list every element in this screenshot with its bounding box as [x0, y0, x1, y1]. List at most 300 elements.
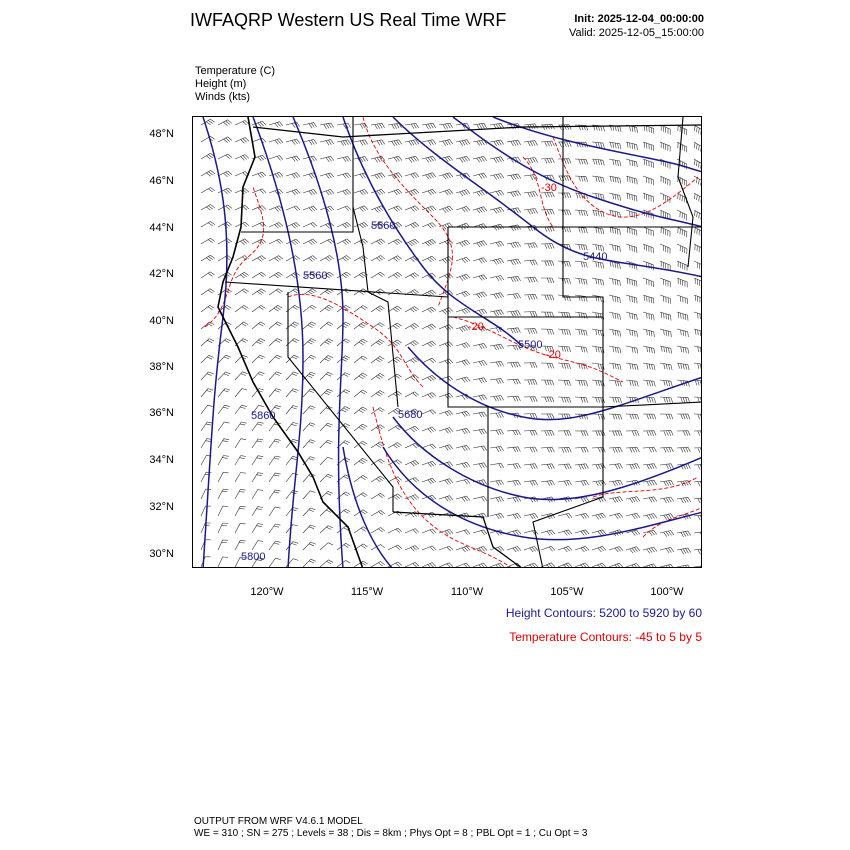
wind-barb [609, 513, 623, 519]
wind-barb [541, 546, 555, 551]
wind-barb [201, 305, 214, 312]
wind-barb [252, 490, 263, 499]
wind-barb [269, 239, 283, 244]
wind-barb [626, 329, 638, 337]
wind-barb [371, 340, 385, 347]
wind-barb [677, 531, 691, 537]
lat-label: 48°N [149, 128, 174, 140]
wind-barb [694, 125, 702, 136]
wind-barb [303, 289, 317, 295]
wind-barb [643, 346, 655, 354]
wind-barb [303, 440, 315, 448]
height-contours [203, 117, 702, 568]
wind-barb [507, 191, 521, 197]
wind-barb [575, 312, 587, 319]
wind-barb [694, 566, 702, 568]
wind-barb [507, 547, 521, 553]
height-label: 5560 [371, 220, 396, 232]
wind-barb [252, 422, 264, 431]
wind-barb [354, 475, 367, 482]
wind-barb [371, 493, 385, 499]
wind-barb [694, 159, 702, 170]
wind-barb [405, 562, 419, 567]
wind-barb [660, 244, 670, 254]
wind-barb [422, 375, 436, 381]
wind-barb [507, 242, 521, 248]
wind-barb [422, 358, 436, 363]
wind-barb [507, 311, 521, 317]
wind-barb [490, 446, 504, 451]
wind-barb [609, 346, 621, 353]
wind-barb [660, 547, 674, 553]
wind-barb [235, 272, 249, 278]
wind-barb [388, 443, 402, 449]
wind-barb [320, 322, 333, 329]
wind-barb [626, 312, 637, 320]
wind-barb [303, 256, 317, 262]
wind-barb [507, 225, 521, 231]
wind-barb [643, 278, 654, 287]
wind-barb [490, 207, 504, 213]
wind-barb [660, 346, 672, 354]
wind-barb [218, 472, 229, 482]
lon-label: 115°W [350, 586, 384, 598]
wind-barb [575, 244, 587, 250]
wind-barb [422, 341, 436, 347]
wind-barb [303, 355, 316, 363]
wind-barb [337, 189, 351, 195]
wind-barb [643, 193, 653, 202]
wind-barb [405, 392, 419, 397]
wind-barb [643, 244, 653, 253]
wind-barb [456, 462, 470, 468]
wind-barb [320, 474, 333, 482]
wind-barb [235, 322, 248, 329]
wind-barb [218, 120, 232, 126]
wind-barb [320, 123, 334, 129]
wind-barb [507, 379, 520, 384]
wind-barb [388, 477, 402, 482]
wind-barb [456, 411, 470, 416]
wind-barb [524, 430, 537, 435]
wind-barb [337, 356, 350, 363]
wind-barb [439, 479, 453, 485]
wind-barb [201, 255, 215, 261]
wind-barb [320, 239, 334, 244]
wind-barb [626, 295, 637, 303]
wind-barb [201, 136, 215, 142]
wind-barb [456, 445, 470, 451]
wind-barb [286, 406, 298, 415]
wind-barb [643, 431, 656, 436]
wind-barb [609, 414, 622, 419]
wind-barb [405, 307, 419, 313]
wind-barb [218, 137, 232, 143]
wind-barb [337, 123, 351, 129]
wind-barb [694, 431, 702, 436]
wind-barb [337, 206, 351, 211]
wind-barb [609, 227, 620, 235]
wind-barb [354, 527, 368, 533]
wind-barb [643, 176, 654, 185]
wind-barb [286, 422, 298, 431]
wind-barb [592, 497, 606, 503]
wind-barb [218, 171, 232, 177]
wind-barb [660, 514, 674, 520]
wind-barb [490, 276, 504, 282]
wind-barb [405, 206, 419, 212]
wind-barb [388, 256, 402, 262]
wind-barb [422, 461, 436, 467]
wind-barb [524, 260, 537, 265]
height-label: 5560 [303, 270, 328, 282]
wind-barb [269, 339, 282, 347]
wind-barb [218, 372, 230, 380]
wind-barb [643, 447, 656, 452]
wind-barb [490, 463, 504, 468]
wind-barb [643, 414, 656, 419]
wind-barb [524, 294, 537, 299]
wind-barb [626, 278, 637, 287]
wind-barb [643, 159, 654, 168]
wind-barb [354, 493, 367, 499]
wind-barb [235, 305, 248, 312]
wind-barb [439, 546, 453, 551]
wind-barb [524, 464, 538, 469]
wind-barb [235, 155, 249, 161]
wind-barb [269, 507, 281, 516]
wind-barb [575, 295, 587, 302]
wind-barb [422, 307, 436, 313]
wind-barb [694, 498, 702, 504]
wind-barb [558, 431, 571, 436]
wind-barb [694, 481, 702, 487]
wind-barb [405, 323, 419, 329]
wind-barb [558, 278, 571, 284]
wind-barb [269, 206, 283, 212]
wind-barb [626, 159, 637, 167]
wind-barb [201, 205, 215, 211]
wind-barb [235, 289, 249, 295]
wind-barb [558, 513, 572, 518]
wind-barb [269, 223, 283, 229]
wind-barb [269, 389, 281, 397]
wind-barb [626, 414, 639, 419]
wind-barb [235, 439, 246, 448]
wind-barb [694, 380, 702, 386]
wind-barb [677, 295, 688, 304]
wind-barb [354, 322, 367, 329]
wind-barb [609, 244, 620, 252]
wind-barb [609, 278, 620, 286]
wind-barb [252, 305, 265, 312]
wind-barb [320, 140, 334, 146]
wind-barb [252, 272, 266, 278]
wind-barb [439, 274, 453, 280]
wind-barb [694, 295, 702, 304]
wind-barb [422, 123, 436, 129]
wind-barb [643, 497, 657, 503]
wind-barb [405, 140, 419, 146]
wind-barb [609, 142, 621, 149]
wind-barb [439, 140, 453, 146]
height-label: 5440 [583, 251, 608, 263]
wind-barb [660, 480, 674, 486]
wind-barb [609, 329, 621, 337]
wind-barb [388, 306, 402, 312]
wind-barb [337, 272, 351, 278]
wind-barb [490, 157, 504, 163]
wind-barb [320, 423, 333, 431]
wind-barb [201, 272, 215, 278]
wind-barb [677, 210, 687, 220]
wind-barb [303, 406, 315, 414]
wind-barb [371, 562, 385, 568]
wind-barb [677, 497, 691, 503]
wind-barb [473, 258, 487, 264]
wind-barb [201, 355, 214, 363]
wind-barb [252, 507, 263, 516]
wind-barb [490, 480, 504, 485]
wind-barb [388, 156, 402, 162]
wind-barb [320, 457, 333, 465]
wind-barb [422, 478, 436, 484]
wind-barb [252, 372, 265, 380]
wind-barb [490, 293, 504, 299]
wind-barb [660, 176, 670, 186]
wind-barb [320, 543, 333, 550]
wind-barb [405, 123, 419, 128]
wind-barb [626, 244, 637, 253]
wind-barb [677, 397, 690, 403]
wind-barb [473, 361, 487, 367]
wind-barb [609, 431, 622, 436]
field-label-winds: Winds (kts) [195, 91, 250, 103]
wind-barb [524, 563, 538, 568]
lat-label: 32°N [149, 501, 174, 513]
wind-barb [320, 560, 333, 567]
wind-barb [643, 125, 654, 134]
wind-barb [218, 239, 232, 244]
wind-barb [269, 272, 283, 278]
wind-barb [252, 138, 266, 143]
wind-barb [439, 308, 453, 315]
wind-barb [405, 460, 419, 466]
wind-barb [541, 329, 554, 334]
wind-barb [371, 156, 385, 162]
wind-barb [456, 156, 470, 162]
wind-barb [694, 329, 702, 337]
wind-barb [490, 174, 504, 180]
wind-barb [660, 312, 671, 321]
wind-barb [677, 414, 690, 419]
wind-barb [490, 497, 504, 503]
wind-barb [575, 278, 587, 285]
wind-barb [592, 295, 604, 303]
wind-barb [201, 422, 213, 431]
wind-barb [303, 508, 315, 516]
wind-barb [609, 497, 623, 503]
wind-barb [592, 563, 606, 568]
wind-barb [422, 324, 436, 330]
wind-barb [473, 530, 487, 535]
wind-barb [456, 140, 470, 146]
wind-barb [337, 156, 351, 162]
wind-barb [694, 176, 702, 187]
wind-barb [609, 397, 622, 403]
wind-barb [609, 447, 622, 452]
wind-barb [541, 312, 554, 317]
wind-barb [592, 530, 606, 536]
wind-barb [371, 323, 384, 329]
wind-barb [473, 292, 487, 298]
wind-barb [320, 526, 333, 533]
wind-barb [269, 256, 283, 262]
wind-barb [490, 241, 504, 247]
wind-barb [201, 339, 214, 346]
wind-barb [660, 497, 674, 503]
wind-barb [388, 357, 402, 363]
wind-barb [507, 140, 521, 146]
wind-barb [541, 431, 554, 436]
wind-barb [201, 170, 215, 176]
wind-barb [201, 557, 211, 567]
wind-barb [558, 447, 571, 452]
wind-barb [626, 513, 640, 519]
wind-barb [252, 289, 266, 295]
wind-barb [422, 546, 436, 551]
wind-barb [473, 429, 487, 434]
wind-barb [371, 123, 385, 129]
wind-barb [660, 193, 670, 203]
wind-barb [354, 256, 368, 262]
wind-barb [286, 139, 300, 145]
wind-barb [575, 210, 588, 216]
wind-barb [456, 240, 470, 247]
wind-barb [405, 358, 419, 364]
wind-barb [371, 272, 385, 278]
wind-barb [541, 141, 554, 146]
wind-barb [456, 479, 470, 484]
lat-label: 34°N [149, 454, 174, 466]
wind-barb [218, 523, 228, 533]
lat-label: 38°N [149, 361, 174, 373]
wind-barb [524, 380, 537, 385]
wind-barb [303, 305, 316, 312]
wind-barb [541, 363, 554, 368]
wind-barb [677, 447, 690, 452]
wind-barb [490, 344, 504, 350]
wind-barb [269, 473, 281, 482]
wind-barb [235, 456, 246, 465]
wind-barb [677, 312, 688, 321]
wind-barb [575, 397, 588, 403]
lat-label: 36°N [149, 407, 174, 419]
political-borders [218, 117, 702, 568]
wind-barb [507, 447, 520, 452]
wind-barb [541, 414, 554, 419]
wind-barb [269, 490, 281, 499]
wind-barb [303, 339, 316, 346]
wind-barb [456, 377, 470, 383]
wind-barb [269, 289, 283, 295]
wind-barb [473, 123, 487, 129]
wind-barb [694, 346, 702, 354]
wind-barb [269, 122, 283, 128]
wind-barb [575, 546, 589, 552]
wind-barb [473, 275, 487, 281]
wind-barb [490, 310, 504, 316]
wind-barb [269, 541, 281, 550]
wind-barb [201, 119, 215, 125]
wind-barb [694, 363, 702, 370]
wind-barb [422, 223, 436, 229]
wind-barb [609, 380, 621, 387]
wind-barb [388, 528, 402, 533]
wind-barb [609, 547, 623, 553]
wind-barb [235, 489, 246, 499]
wind-barb [524, 192, 538, 198]
wind-barb [660, 142, 670, 152]
wind-barb [405, 273, 419, 279]
model-info: OUTPUT FROM WRF V4.6.1 MODEL [194, 816, 363, 827]
wind-barb [541, 447, 554, 452]
wind-barb [269, 558, 281, 567]
wind-barb [269, 189, 283, 195]
wind-barb [235, 422, 247, 431]
wind-barb [643, 142, 654, 151]
wind-barb [558, 563, 572, 568]
wind-barb [558, 295, 571, 301]
wind-barb [558, 125, 571, 130]
wind-barb [439, 393, 453, 399]
plot-title: IWFAQRP Western US Real Time WRF [190, 10, 507, 30]
wind-barb [439, 359, 453, 365]
wind-barb [643, 380, 655, 387]
wind-barb [456, 257, 470, 263]
wind-barb [473, 207, 487, 213]
wind-barb [660, 363, 672, 370]
wind-barb [575, 480, 589, 485]
wind-barb [677, 431, 690, 436]
wind-barb [558, 329, 571, 335]
wind-barb [694, 312, 702, 321]
wind-barb [507, 396, 520, 401]
wind-barb [575, 380, 588, 386]
height-label: 5500 [518, 339, 543, 351]
wind-barb [252, 256, 266, 262]
wind-barb [609, 295, 620, 303]
wind-barb [677, 548, 691, 554]
wind-barb [660, 531, 674, 537]
wind-barb [303, 423, 315, 431]
wind-barb [269, 139, 283, 145]
wind-barb [643, 547, 657, 553]
wind-barb [371, 476, 385, 482]
wind-barb [643, 480, 657, 486]
wind-barb [677, 278, 687, 287]
wind-barb [524, 546, 538, 552]
wind-barb [626, 497, 640, 503]
wind-barb [422, 529, 436, 534]
wind-barb [609, 563, 623, 568]
wind-barb [320, 339, 333, 346]
wind-barb [490, 396, 504, 402]
wind-barb [354, 356, 367, 363]
wind-barb [575, 363, 587, 369]
wind-barb [660, 329, 671, 337]
wind-barb [575, 447, 588, 452]
